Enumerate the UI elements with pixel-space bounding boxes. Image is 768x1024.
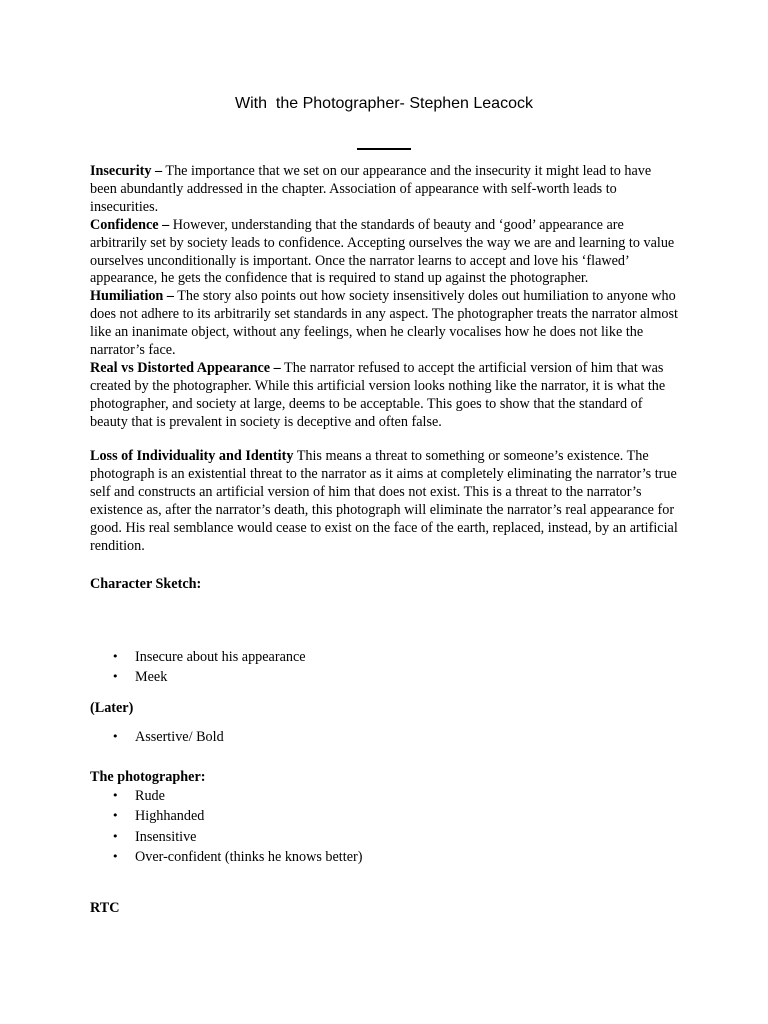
rtc-heading: RTC: [90, 900, 120, 916]
theme-term: Real vs Distorted Appearance –: [90, 359, 281, 376]
list-item: [110, 847, 362, 867]
list-item: [110, 667, 306, 687]
bullet-icon: •: [112, 650, 119, 663]
theme-term: Insecurity –: [90, 163, 163, 179]
photographer-traits-list: [110, 786, 362, 867]
theme-term: Confidence –: [90, 216, 170, 233]
theme-paragraph-loss-of-individuality: [90, 448, 680, 555]
later-heading: (Later): [90, 700, 134, 716]
bullet-icon: •: [112, 809, 119, 823]
list-item-text: Highhanded: [135, 808, 205, 825]
theme-text: The narrator refused to accept the artificial version of him that was created by the photographer. While this artificial version looks nothing like the narrator, it is what the photographer, and society at large, deems to be acceptable. This goes to show that the standard of beauty that is prevalent in society is deceptive and often false.: [90, 359, 666, 430]
page-title: With the Photographer- Stephen Leacock: [235, 95, 533, 112]
theme-text: The importance that we set on our appearance and the insecurity it might lead to have been abundantly addressed in the chapter. Association of appearance with self-worth leads to insecurities.: [90, 163, 652, 215]
list-item: [110, 827, 362, 847]
bullet-icon: •: [112, 849, 119, 863]
list-item: [110, 806, 362, 826]
character-sketch-heading: Character Sketch:: [90, 576, 202, 592]
theme-paragraph-insecurity: [90, 163, 680, 217]
list-item: [110, 647, 306, 667]
list-item-text: Insecure about his appearance: [135, 649, 306, 665]
list-item: [110, 786, 362, 806]
list-item-text: Rude: [135, 788, 165, 804]
theme-term: Humiliation –: [90, 288, 174, 305]
theme-paragraph-confidence: [90, 217, 680, 289]
title-underline-rule: [357, 148, 411, 150]
list-item: [110, 727, 224, 747]
theme-text: This means a threat to something or someone’s existence. The photograph is an existential threat to the narrator as it aims at completely eliminating the narrator’s true self and constructs an artificial version of him that does not exist. This is a threat to the narrator’s existence as, after the narrator’s death, this photograph will eliminate the narrator’s real appearance for good. His real semblance would cease to exist on the face of the earth, replaced, instead, by an artificial rendition.: [90, 448, 678, 554]
list-item-text: Over-confident (thinks he knows better): [135, 848, 363, 865]
photographer-heading: The photographer:: [90, 769, 206, 785]
themes-block: [90, 163, 680, 432]
bullet-icon: •: [112, 829, 119, 843]
theme-paragraph-real-vs-distorted: [90, 360, 680, 432]
narrator-traits-list: [110, 647, 306, 688]
theme-paragraph-humiliation: [90, 288, 680, 360]
bullet-icon: •: [112, 670, 119, 684]
list-item-text: Assertive/ Bold: [135, 729, 224, 745]
theme-text: The story also points out how society insensitively doles out humiliation to anyone who does not adhere to its arbitrarily set standards in any aspect. The photographer treats the narrator almost like an inanimate object, without any feelings, when he clearly vocalises how he does not like the narrator’s face.: [90, 288, 678, 359]
list-item-text: Insensitive: [135, 828, 197, 845]
bullet-icon: •: [112, 789, 119, 802]
theme-text: However, understanding that the standards of beauty and ‘good’ appearance are arbitrarily set by society leads to confidence. Accepting ourselves the way we are and learning to value ourselves unconditionally is important. Once the narrator learns to accept and love his ‘flawed’ appearance, he gets the confidence that is required to stand up against the photographer.: [90, 216, 675, 287]
later-traits-list: [110, 727, 224, 747]
list-item-text: Meek: [135, 669, 168, 686]
theme-term: Loss of Individuality and Identity: [90, 448, 294, 464]
bullet-icon: •: [112, 730, 119, 743]
